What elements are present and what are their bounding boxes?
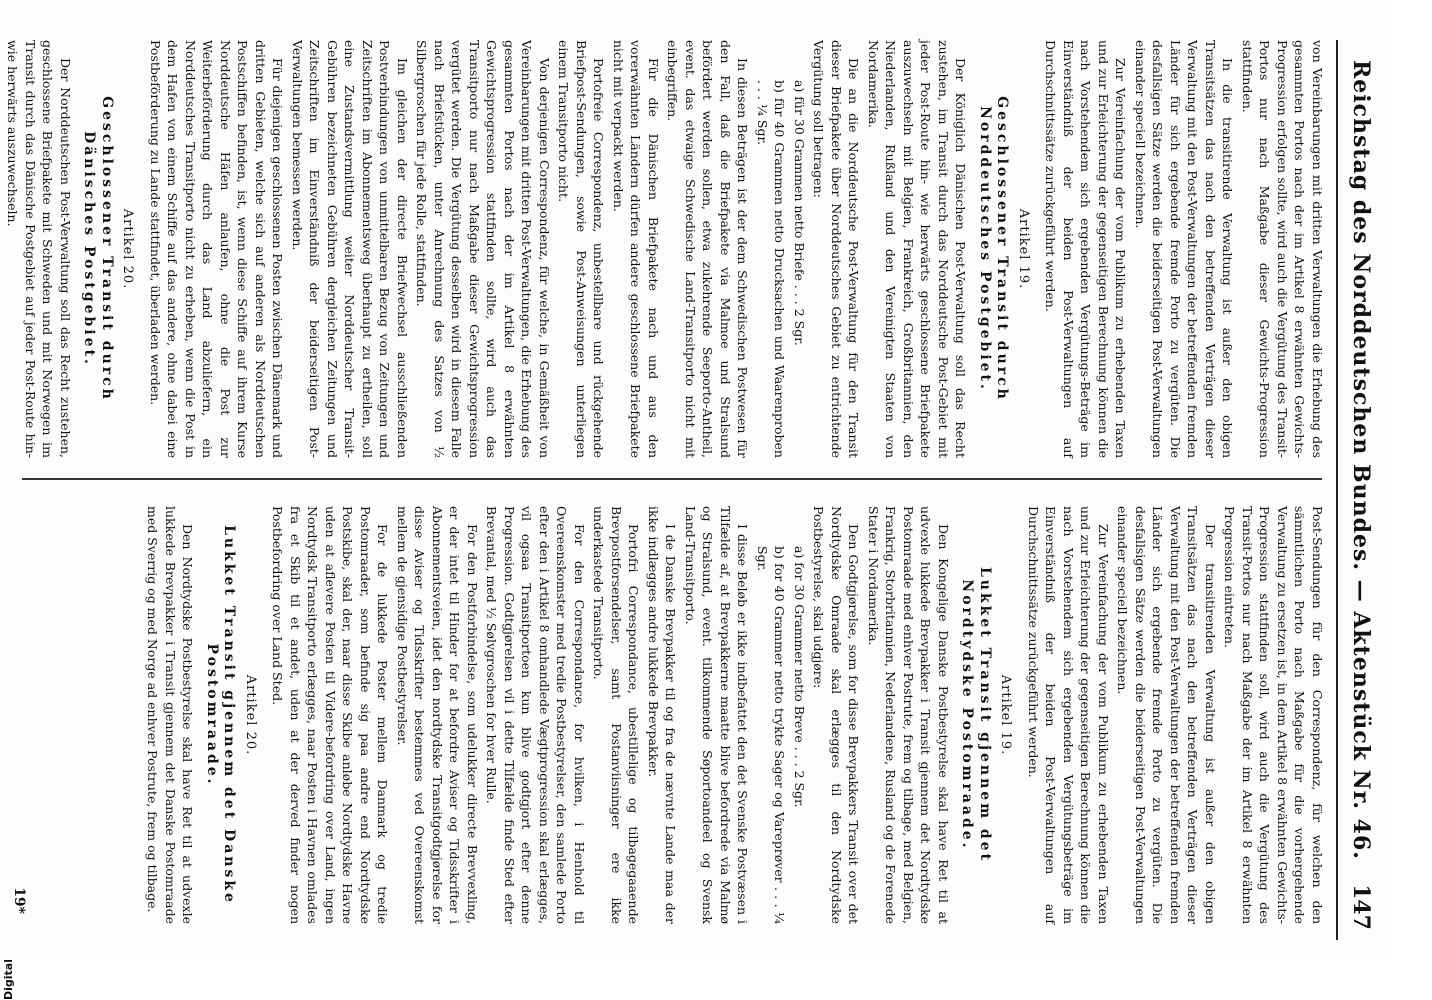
rate-line: b) für 40 Grammen netto Drucksachen und Waarenproben . . . ¼ Sgr. xyxy=(755,80,788,458)
paragraph: Der transitirenden Verwaltung ist außer den obigen Transitsätzen das nach den betreffenden Verträgen dieser Verwaltung mit den Post-Verwaltungen der betreffenden fremden Länder sich ergebende fremde Porto zu vergüten. Die desfallsigen Sätze werden die beiderseitigen Post-Verwaltungen einander speciell bezeichnen. xyxy=(1115,506,1218,924)
paragraph: For de lukkede Poster mellem Danmark og tredie Postomraader, som befinde sig paa andre end Nordtydske Postskibe, skal der, naar disse Skibe anløbe Nordtydske Havne uden at aflevere Posten til Videre-befordring over Land, ingen Nordtydsk Transitporto erlægges, naar Posten i Havnen omlades fra et Skib til et andet, uden at der derved finder nogen Postbefordring over Land Sted. xyxy=(270,506,391,924)
article-19-heading: Lukket Transit gjennem det Nordtydske Postomraade. xyxy=(959,566,993,864)
paragraph: Im gleichen der directe Briefwechsel ausschließenden Postverbindungen von unmittelbaren Bezug von Zeitungen und Zeitschriften im Abonnementsweg überhaupt zu ertheilen, soll eine Zustandsvermittlung weiter Norddeutscher Transit-Gebühren bezeichneten Gebühren dergleichen Zeitungen und Zeitschriften im Einverständniß der beiderseitigen Post-Verwaltungen bemessen werden. xyxy=(290,40,410,458)
rate-line: b) for 40 Grammer netto trykte Sager og Vareprøver . . . ¼ Sgr. xyxy=(755,546,788,924)
column-divider xyxy=(22,478,1322,480)
article-19-heading: Geschlossener Transit durch Norddeutsches Postgebiet. xyxy=(977,96,1011,402)
paragraph: Portofreie Correspondenz, unbestellbare und rückgehende Briefpost-Sendungen, sowie Post-Anweisungen unterliegen einem Transitporto nicht. xyxy=(556,40,607,458)
paragraph: For den Correspondance, for hvilken, i Henhold til Overeenskomster med tredie Postbestyrelser, den samlede Porto efter den i Artikel 8 omhandlede Vægtprogression skal erlægges, vil ogsaa Transitportoen kun blive godtgjort efter denne Progression. Godtgjørelsen vil i dette Tilfælde finde Sted efter Brevantal, med ½ Sølvgroschen for hver Rulle. xyxy=(484,506,587,924)
paragraph: Den Godtgjørelse, som for disse Brevpakkers Transit over det Nordtydske Omraade skal erlægges til den Nordtydske Postbestyrelse, skal udgjøre: xyxy=(811,506,862,924)
paragraph: Zur Vereinfachung der vom Publikum zu erhebenden Taxen und zur Erleichterung der gegenseitigen Berechnung können die nach Vorstehendem sich ergebenden Vergütungsbeträge im Einverständniß der beiden Post-Verwaltungen auf Durchschnittssätze zurückgeführt werden. xyxy=(1026,506,1111,924)
article-20-heading: Geschlossener Transit durch Dänisches Postgebiet. xyxy=(81,96,115,402)
article-20-label: Artikel 20. xyxy=(243,674,258,756)
paragraph: Zur Vereinfachung der vom Publikum zu erhebenden Taxen und zur Erleichterung der gegenseitigen Berechnung können die nach Vorstehendem sich ergebenden Vergütungs-Beträge im Einverständniß der beiden Post-Verwaltungen auf Durchschnittssätze zurückgeführt werden. xyxy=(1043,40,1129,458)
paragraph: Den Nordtydske Postbestyrelse skal have Ret til at udvexle lukkede Brevpakker i Transit gjennem det Danske Postomraade med Sverrig og med Norge ad enhver Postrute, frem og tilbage. xyxy=(145,506,196,924)
rate-line: a) für 30 Grammen netto Briefe . . . 2 Sgr. xyxy=(792,80,807,346)
german-column xyxy=(5,40,1326,458)
signature-mark: 19* xyxy=(11,887,28,914)
page-title: Reichstag des Norddeutschen Bundes. — Aktenstück Nr. 46. xyxy=(1348,60,1374,860)
rate-line: a) for 30 Grammer netto Breve . . . 2 Sgr. xyxy=(792,546,807,808)
paragraph: Der Königlich Dänischen Post-Verwaltung soll das Recht zustehen, im Transit durch das Norddeutsche Post-Gebiet mit jeder Post-Route hin- wie herwärts geschlossene Briefpakete auszuwechseln mit Belgien, Frankreich, Großbritannien, den Niederlanden, Rußland und den Vereinigten Staaten von Nordamerika. xyxy=(866,40,969,458)
paragraph: I de Danske Brevpakker til og fra de nævnte Lande maa der ikke indlægges andre lukkede Brevpakker. xyxy=(646,506,679,924)
paragraph: Portofri Correspondance, ubestillelige og tilbagegaaende Brevpostforsendelser, samt Postanviisninger ere ikke underkastede Transitporto. xyxy=(591,506,642,924)
paragraph: In die transitirende Verwaltung ist außer den obigen Transitsätzen das nach den betreffenden Verträgen dieser Verwaltung mit den Post-Verwaltungen der betreffenden fremden Länder für sich ergebende fremde Porto zu vergüten. Die desfallsigen Sätze werden die beiderseitigen Post-Verwaltungen einander speciell bezeichnen. xyxy=(1133,40,1236,458)
paragraph: For den Postforbindelse, som udelukker directe Brevvexling, er der intet til Hinder for at befordre Aviser og Tidsskrifter i Abonnementsveien, idet den nordtydske Transitgodtgjørelse for disse Aviser og Tidsskrifter bestemmes ved Overeenskomst mellem de gjensidige Postbestyrelser. xyxy=(395,506,480,924)
paragraph: Post-Sendungen für den Correspondenz, für welchen den sämmtlichen Porto nach Maßgabe für die vorhergehende Verwaltung zu ersetzen ist, in dem Artikel 8 erwähnten Gewichts-Progression stattfinden soll, wird auch die Vergütung des Transit-Portos nur nach Maßgabe der im Artikel 8 erwähnten Progression eintreten. xyxy=(1222,506,1325,924)
article-19-label: Artikel 19. xyxy=(998,674,1014,756)
paragraph: In diesen Beträgen ist der dem Schwedischen Postwesen für den Fall, daß die Briefpakete via Malmoe und Stralsund befördert werden sollen, etwa zukehrende Seeporto-Antheil, event. das etwaige Schwedische Land-Transitporto nicht mit einbegriffen. xyxy=(665,40,751,458)
article-19-label: Artikel 19. xyxy=(1016,208,1031,290)
paragraph: Die an die Norddeutsche Post-Verwaltung für den Transit dieser Briefpakete über Norddeutsches Gebiet zu entrichtende Vergütung soll betragen: xyxy=(811,40,862,458)
header-rule xyxy=(1336,40,1338,940)
article-20-heading: Lukket Transit gjennem det Danske Postomraade. xyxy=(204,525,238,905)
paragraph: Den Kongelige Danske Postbestyrelse skal have Ret til at udvexle lukkede Brevpakker i Transit gjennem det Nordtydske Postomraade med enhver Postrute, frem og tilbage, med Belgien, Frankrig, Storbritannien, Nederlandene, Rusland og de Forenede Stater i Nordamerika. xyxy=(866,506,951,924)
running-head xyxy=(1344,40,1374,940)
paragraph: Der Norddeutschen Post-Verwaltung soll das Recht zustehen, geschlossene Briefpakete mit Schweden und mit Norwegen im Transit durch das Dänische Postgebiet auf jeder Post-Route hin- wie herwärts auszuwechseln. xyxy=(5,40,73,458)
page-number: 147 xyxy=(1348,884,1374,930)
paragraph: I disse Beløb er ikke indbefattet den det Svenske Postvæsen i Tilfælde af, at Brevpakkerne maatte blive befordrede via Malmø og Stralsund, event. tilkommende Søportoandeel og Svensk Land-Transitporto. xyxy=(683,506,751,924)
article-20-label: Artikel 20. xyxy=(120,208,136,290)
paragraph: Für die Dänischen Briefpakete nach und aus den vorerwähnten Ländern dürfen andere geschlossene Briefpakete nicht mit verpackt werden. xyxy=(611,40,661,458)
paragraph: Von derjenigen Correspondenz, für welche, in Gemäßheit von Vereinbarungen mit dritten Post-Verwaltungen, die Erhebung des gesammten Portos nach der im Artikel 8 erwähnten Gewichtsprogression stattfinden sollte, wird auch das Transitporto nur nach Maßgabe dieser Gewichtsprogression vergütet werden. Die Vergütung desselben wird in diesem Falle nach Briefstücken, unter Anrechnung des Satzes von ½ Silbergroschen für jede Rolle, stattfinden. xyxy=(414,40,552,458)
paragraph: Für diejenigen geschlossenen Posten zwischen Dänemark und dritten Gebieten, welche sich auf anderen als Norddeutschen Postschiffen befinden, ist, wenn diese Schiffe auf ihrem Kurse Norddeutsche Häfen anlaufen, ohne die Post zur Weiterbeförderung durch das Land abzuliefern, ein Norddeutsches Transitporto nicht zu erheben, wenn die Post in dem Hafen von einem Schiffe auf das andere, ohne dabei eine Postbeförderung zu Lande stattfindet, überladen werden. xyxy=(148,40,286,458)
danish-column xyxy=(11,506,1326,924)
paragraph: von Vereinbarungen mit dritten Verwaltungen die Erhebung des gesammten Portos nach der im Artikel 8 erwähnten Gewichts-Progression erfolgen sollte, wird auch die Vergütung des Transit-Portos nur nach Maßgabe dieser Gewichts-Progression stattfinden. xyxy=(1240,40,1325,458)
